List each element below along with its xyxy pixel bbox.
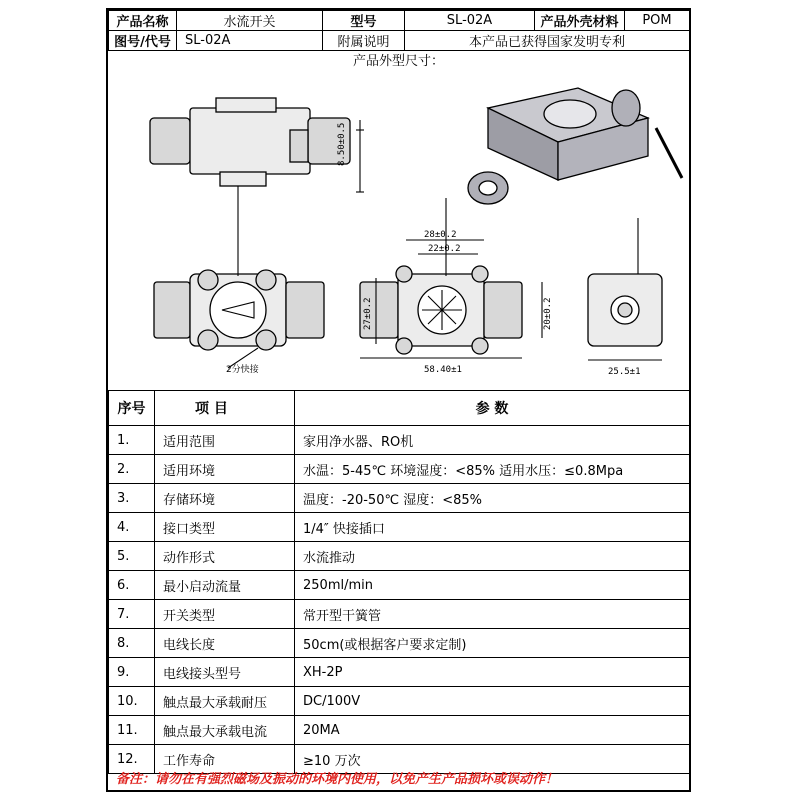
spec-header-row [109, 391, 690, 426]
material-label: 产品外壳材料 [535, 11, 625, 31]
product-dimension-drawing [108, 68, 689, 388]
row-param: 1/4″ 快接插口 [295, 513, 690, 542]
row-param: 20MA [295, 716, 690, 745]
row-no: 9. [109, 658, 155, 687]
table-row [109, 542, 690, 571]
row-no: 3. [109, 484, 155, 513]
row-item: 适用环境 [155, 455, 295, 484]
row-no: 7. [109, 600, 155, 629]
table-row [109, 629, 690, 658]
spec-table [108, 390, 690, 774]
row-item: 存储环境 [155, 484, 295, 513]
col-param-header: 参 数 [295, 391, 690, 426]
row-param: 常开型干簧管 [295, 600, 690, 629]
dimension-title: 产品外型尺寸： [352, 54, 444, 69]
row-item: 触点最大承载耐压 [155, 687, 295, 716]
row-item: 适用范围 [155, 426, 295, 455]
product-name-label: 产品名称 [109, 11, 177, 31]
patent-note: 本产品已获得国家发明专利 [405, 31, 690, 51]
model-label: 型号 [323, 11, 405, 31]
dim-25: 25.5±1 [608, 367, 641, 377]
dim-58: 58.40±1 [424, 365, 462, 375]
table-row [109, 513, 690, 542]
row-param: 温度：-20-50℃ 湿度：<85% [295, 484, 690, 513]
row-param: 250ml/min [295, 571, 690, 600]
col-item-header: 项 目 [155, 391, 295, 426]
table-row [109, 426, 690, 455]
dim-27: 27±0.2 [363, 297, 373, 330]
table-row [109, 716, 690, 745]
dim-height: 8.50±0.5 [337, 122, 347, 166]
row-item: 接口类型 [155, 513, 295, 542]
table-row [109, 600, 690, 629]
row-no: 8. [109, 629, 155, 658]
row-param: 家用净水器、RO机 [295, 426, 690, 455]
row-item: 电线接头型号 [155, 658, 295, 687]
row-item: 开关类型 [155, 600, 295, 629]
row-item: 电线长度 [155, 629, 295, 658]
table-row [109, 455, 690, 484]
row-param: 水温：5-45℃ 环境湿度：<85% 适用水压：≤0.8Mpa [295, 455, 690, 484]
table-row [109, 571, 690, 600]
note-label: 附属说明 [323, 31, 405, 51]
row-param: ≥10 万次 [295, 745, 690, 774]
row-item: 动作形式 [155, 542, 295, 571]
model-value: SL-02A [405, 11, 535, 31]
header-table [108, 10, 690, 51]
dim-28: 28±0.2 [424, 230, 457, 240]
row-no: 2. [109, 455, 155, 484]
row-param: 水流推动 [295, 542, 690, 571]
row-param: 50cm(或根据客户要求定制) [295, 629, 690, 658]
row-no: 10. [109, 687, 155, 716]
dim-22: 22±0.2 [428, 244, 461, 254]
warning-note: 备注：请勿在有强烈磁场及振动的环境内使用，以免产生产品损坏或误动作！ [116, 772, 559, 787]
col-no-header: 序号 [109, 391, 155, 426]
row-item: 触点最大承载电流 [155, 716, 295, 745]
spec-sheet [106, 8, 691, 792]
row-no: 1. [109, 426, 155, 455]
row-param: DC/100V [295, 687, 690, 716]
product-name-value: 水流开关 [177, 11, 323, 31]
table-row [109, 687, 690, 716]
table-row [109, 658, 690, 687]
row-no: 4. [109, 513, 155, 542]
row-param: XH-2P [295, 658, 690, 687]
drawing-number-label: 图号/代号 [109, 31, 177, 51]
row-no: 6. [109, 571, 155, 600]
row-no: 11. [109, 716, 155, 745]
dim-20: 20±0.2 [543, 297, 553, 330]
table-row [109, 484, 690, 513]
row-no: 12. [109, 745, 155, 774]
row-no: 5. [109, 542, 155, 571]
drawing-number-value: SL-02A [177, 31, 323, 51]
row-item: 最小启动流量 [155, 571, 295, 600]
row-item: 工作寿命 [155, 745, 295, 774]
quick-connect-callout: 2分快接 [226, 365, 259, 375]
material-value: POM [625, 11, 690, 31]
